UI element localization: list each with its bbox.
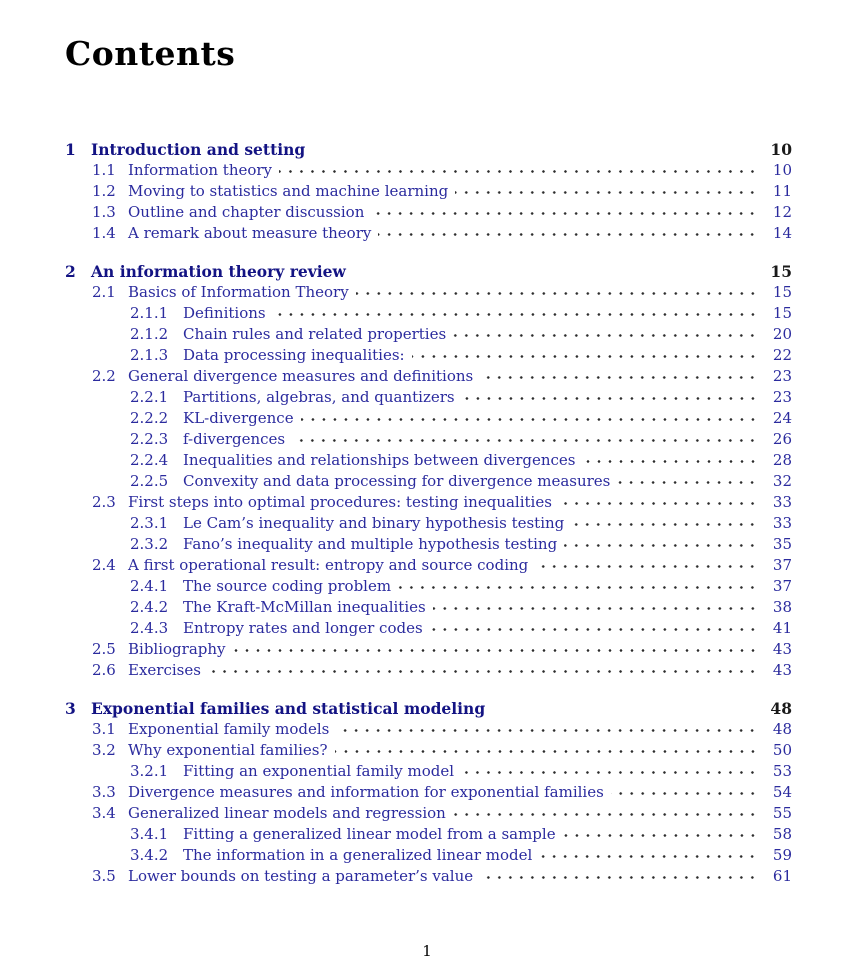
toc-entry-page: 38 — [772, 598, 792, 616]
toc-entry-page: 10 — [772, 161, 792, 179]
toc-entry-page: 37 — [772, 556, 792, 574]
toc-entry-number: 3.3 — [92, 783, 116, 801]
toc-subsection-row[interactable] — [65, 408, 792, 429]
toc-entry-number: 2.4 — [92, 556, 116, 574]
toc-entry-number: 2.3.1 — [130, 514, 169, 532]
toc-leader-dots — [371, 202, 759, 223]
toc-entry-title: Fano’s inequality and multiple hypothesis testing — [183, 535, 558, 553]
toc-section-row[interactable] — [65, 366, 792, 387]
toc-entry-number: 2.5 — [92, 640, 116, 658]
toc-chapter-row[interactable] — [65, 261, 792, 282]
toc-entry-title: Exponential family models — [128, 720, 330, 738]
toc-entry-title: A remark about measure theory — [128, 224, 372, 242]
toc-spacer — [485, 698, 768, 719]
toc-entry-number: 3.5 — [92, 867, 116, 885]
toc-entry-number: 2.3 — [92, 493, 116, 511]
toc-leader-dots — [461, 761, 759, 782]
toc-entry-page: 61 — [772, 867, 792, 885]
toc-section-row[interactable] — [65, 181, 792, 202]
toc-entry-page: 41 — [772, 619, 792, 637]
toc-entry-title: Le Cam’s inequality and binary hypothesis testing — [183, 514, 565, 532]
toc-entry-page: 58 — [772, 825, 792, 843]
toc-leader-dots — [233, 639, 760, 660]
toc-entry-number: 2.2.4 — [130, 451, 169, 469]
toc-leader-dots — [430, 618, 759, 639]
toc-entry-title: KL-divergence — [183, 409, 294, 427]
toc-entry-page: 43 — [772, 661, 792, 679]
toc-entry-number: 2.1.2 — [130, 325, 169, 343]
toc-leader-dots — [433, 597, 759, 618]
toc-entry-title: Entropy rates and longer codes — [183, 619, 423, 637]
toc-entry-number: 3.2.1 — [130, 762, 169, 780]
toc-leader-dots — [336, 719, 759, 740]
toc-entry-number: 2.2 — [92, 367, 116, 385]
toc-entry-title: Basics of Information Theory — [128, 283, 349, 301]
toc-subsection-row[interactable] — [65, 845, 792, 866]
toc-leader-dots — [583, 450, 760, 471]
toc-entry-page: 11 — [772, 182, 792, 200]
toc-leader-dots — [356, 282, 759, 303]
toc-leader-dots — [292, 429, 759, 450]
toc-entry-page: 54 — [772, 783, 792, 801]
toc-entry-title: Exponential families and statistical modeling — [91, 699, 486, 718]
toc-leader-dots — [453, 324, 759, 345]
toc-entry-number: 1.2 — [92, 182, 116, 200]
toc-leader-dots — [208, 660, 759, 681]
toc-entry-title: Fitting a generalized linear model from a sample — [183, 825, 556, 843]
toc-spacer — [305, 139, 768, 160]
toc-entry-title: Definitions — [183, 304, 266, 322]
toc-leader-dots — [279, 160, 759, 181]
toc-leader-dots — [480, 366, 759, 387]
toc-entry-number: 1.3 — [92, 203, 116, 221]
toc-section-row[interactable] — [65, 160, 792, 181]
toc-entry-number: 1.4 — [92, 224, 116, 242]
toc-subsection-row[interactable] — [65, 324, 792, 345]
toc-entry-number: 2.2.5 — [130, 472, 169, 490]
toc-entry-title: Convexity and data processing for divergence measures — [183, 472, 611, 490]
toc-entry-page: 23 — [772, 388, 792, 406]
toc-leader-dots — [563, 824, 759, 845]
toc-entry-number: 2.3.2 — [130, 535, 169, 553]
toc-section-row[interactable] — [65, 866, 792, 887]
toc-leader-dots — [398, 576, 759, 597]
toc-entry-page: 59 — [772, 846, 792, 864]
toc-entry-title: Inequalities and relationships between divergences — [183, 451, 576, 469]
toc-entry-page: 26 — [772, 430, 792, 448]
toc-entry-page: 15 — [772, 304, 792, 322]
toc-section-row[interactable] — [65, 719, 792, 740]
toc-entry-number: 2.2.2 — [130, 409, 169, 427]
toc-subsection-row[interactable] — [65, 387, 792, 408]
toc-subsection-row[interactable] — [65, 597, 792, 618]
toc-entry-title: The source coding problem — [183, 577, 392, 595]
toc-section-row[interactable] — [65, 202, 792, 223]
toc-entry-title: Lower bounds on testing a parameter’s value — [128, 867, 474, 885]
toc-subsection-row[interactable] — [65, 534, 792, 555]
toc-entry-page: 23 — [772, 367, 792, 385]
toc-entry-number: 3.1 — [92, 720, 116, 738]
toc-subsection-row[interactable] — [65, 824, 792, 845]
toc-section-row[interactable] — [65, 660, 792, 681]
toc-entry-title: Moving to statistics and machine learning — [128, 182, 449, 200]
toc-leader-dots — [564, 534, 759, 555]
toc-entry-page: 24 — [772, 409, 792, 427]
toc-section-row[interactable] — [65, 639, 792, 660]
toc-section-row[interactable] — [65, 782, 792, 803]
toc-leader-dots — [335, 740, 759, 761]
footer-page-number: 1 — [422, 942, 432, 960]
toc-leader-dots — [453, 803, 759, 824]
toc-entry-number: 2.1.1 — [130, 304, 169, 322]
toc-leader-dots — [462, 387, 759, 408]
toc-entry-title: Partitions, algebras, and quantizers — [183, 388, 455, 406]
toc-leader-dots — [535, 555, 759, 576]
toc-spacer — [346, 261, 768, 282]
toc-entry-title: General divergence measures and definitions — [128, 367, 474, 385]
toc — [65, 139, 792, 887]
toc-entry-page: 22 — [772, 346, 792, 364]
toc-entry-title: An information theory review — [91, 262, 346, 281]
toc-leader-dots — [301, 408, 759, 429]
toc-entry-page: 28 — [772, 451, 792, 469]
toc-leader-dots — [611, 782, 759, 803]
toc-entry-number: 2.2.1 — [130, 388, 169, 406]
toc-subsection-row[interactable] — [65, 618, 792, 639]
toc-entry-page: 15 — [772, 283, 792, 301]
toc-chapter-row[interactable] — [65, 139, 792, 160]
toc-entry-number: 1 — [65, 140, 76, 159]
toc-entry-page: 14 — [772, 224, 792, 242]
toc-entry-page: 48 — [772, 720, 792, 738]
toc-section-row[interactable] — [65, 803, 792, 824]
toc-leader-dots — [571, 513, 759, 534]
toc-entry-page: 10 — [770, 140, 792, 159]
toc-entry-number: 2.4.3 — [130, 619, 169, 637]
toc-section-row[interactable] — [65, 740, 792, 761]
toc-entry-page: 50 — [772, 741, 792, 759]
toc-entry-number: 2.1.3 — [130, 346, 169, 364]
toc-entry-page: 15 — [770, 262, 792, 281]
toc-entry-title: Exercises — [128, 661, 201, 679]
toc-section-row[interactable] — [65, 492, 792, 513]
toc-entry-title: Introduction and setting — [91, 140, 306, 159]
toc-entry-number: 2.4.2 — [130, 598, 169, 616]
toc-entry-title: The Kraft-McMillan inequalities — [183, 598, 426, 616]
toc-entry-title: Divergence measures and information for exponential families — [128, 783, 604, 801]
toc-leader-dots — [480, 866, 759, 887]
toc-entry-number: 2.1 — [92, 283, 116, 301]
toc-subsection-row[interactable] — [65, 450, 792, 471]
toc-entry-page: 33 — [772, 514, 792, 532]
toc-section-row[interactable] — [65, 555, 792, 576]
toc-entry-title: A first operational result: entropy and source coding — [128, 556, 529, 574]
toc-entry-title: First steps into optimal procedures: testing inequalities — [128, 493, 552, 511]
toc-entry-page: 12 — [772, 203, 792, 221]
toc-entry-title: f-divergences — [183, 430, 286, 448]
toc-entry-number: 2.2.3 — [130, 430, 169, 448]
toc-entry-number: 3.4 — [92, 804, 116, 822]
toc-entry-title: Outline and chapter discussion — [128, 203, 365, 221]
toc-entry-page: 37 — [772, 577, 792, 595]
toc-entry-page: 55 — [772, 804, 792, 822]
toc-subsection-row[interactable] — [65, 429, 792, 450]
toc-entry-number: 1.1 — [92, 161, 116, 179]
toc-entry-title: Bibliography — [128, 640, 226, 658]
toc-subsection-row[interactable] — [65, 513, 792, 534]
toc-entry-title: Generalized linear models and regression — [128, 804, 446, 822]
toc-chapter-row[interactable] — [65, 698, 792, 719]
toc-subsection-row[interactable] — [65, 471, 792, 492]
toc-entry-page: 32 — [772, 472, 792, 490]
toc-entry-number: 2.6 — [92, 661, 116, 679]
toc-subsection-row[interactable] — [65, 761, 792, 782]
page-title: Contents — [65, 34, 236, 73]
toc-entry-title: Information theory — [128, 161, 273, 179]
toc-entry-page: 53 — [772, 762, 792, 780]
toc-entry-title: Why exponential families? — [128, 741, 328, 759]
toc-entry-title: Fitting an exponential family model — [183, 762, 455, 780]
toc-entry-page: 20 — [772, 325, 792, 343]
toc-entry-page: 43 — [772, 640, 792, 658]
toc-subsection-row[interactable] — [65, 345, 792, 366]
toc-entry-page: 35 — [772, 535, 792, 553]
toc-entry-title: Data processing inequalities: — [183, 346, 405, 364]
toc-subsection-row[interactable] — [65, 303, 792, 324]
toc-section-row[interactable] — [65, 223, 792, 244]
toc-section-row[interactable] — [65, 282, 792, 303]
toc-subsection-row[interactable] — [65, 576, 792, 597]
toc-leader-dots — [559, 492, 759, 513]
toc-entry-number: 3.4.1 — [130, 825, 169, 843]
toc-leader-dots — [412, 345, 759, 366]
toc-entry-number: 2.4.1 — [130, 577, 169, 595]
toc-entry-number: 2 — [65, 262, 76, 281]
toc-entry-page: 48 — [770, 699, 792, 718]
toc-leader-dots — [273, 303, 759, 324]
toc-entry-number: 3.2 — [92, 741, 116, 759]
toc-entry-number: 3 — [65, 699, 76, 718]
toc-entry-number: 3.4.2 — [130, 846, 169, 864]
toc-leader-dots — [617, 471, 759, 492]
toc-leader-dots — [378, 223, 759, 244]
toc-entry-page: 33 — [772, 493, 792, 511]
toc-entry-title: The information in a generalized linear model — [183, 846, 533, 864]
toc-leader-dots — [455, 181, 759, 202]
toc-leader-dots — [539, 845, 759, 866]
toc-entry-title: Chain rules and related properties — [183, 325, 447, 343]
